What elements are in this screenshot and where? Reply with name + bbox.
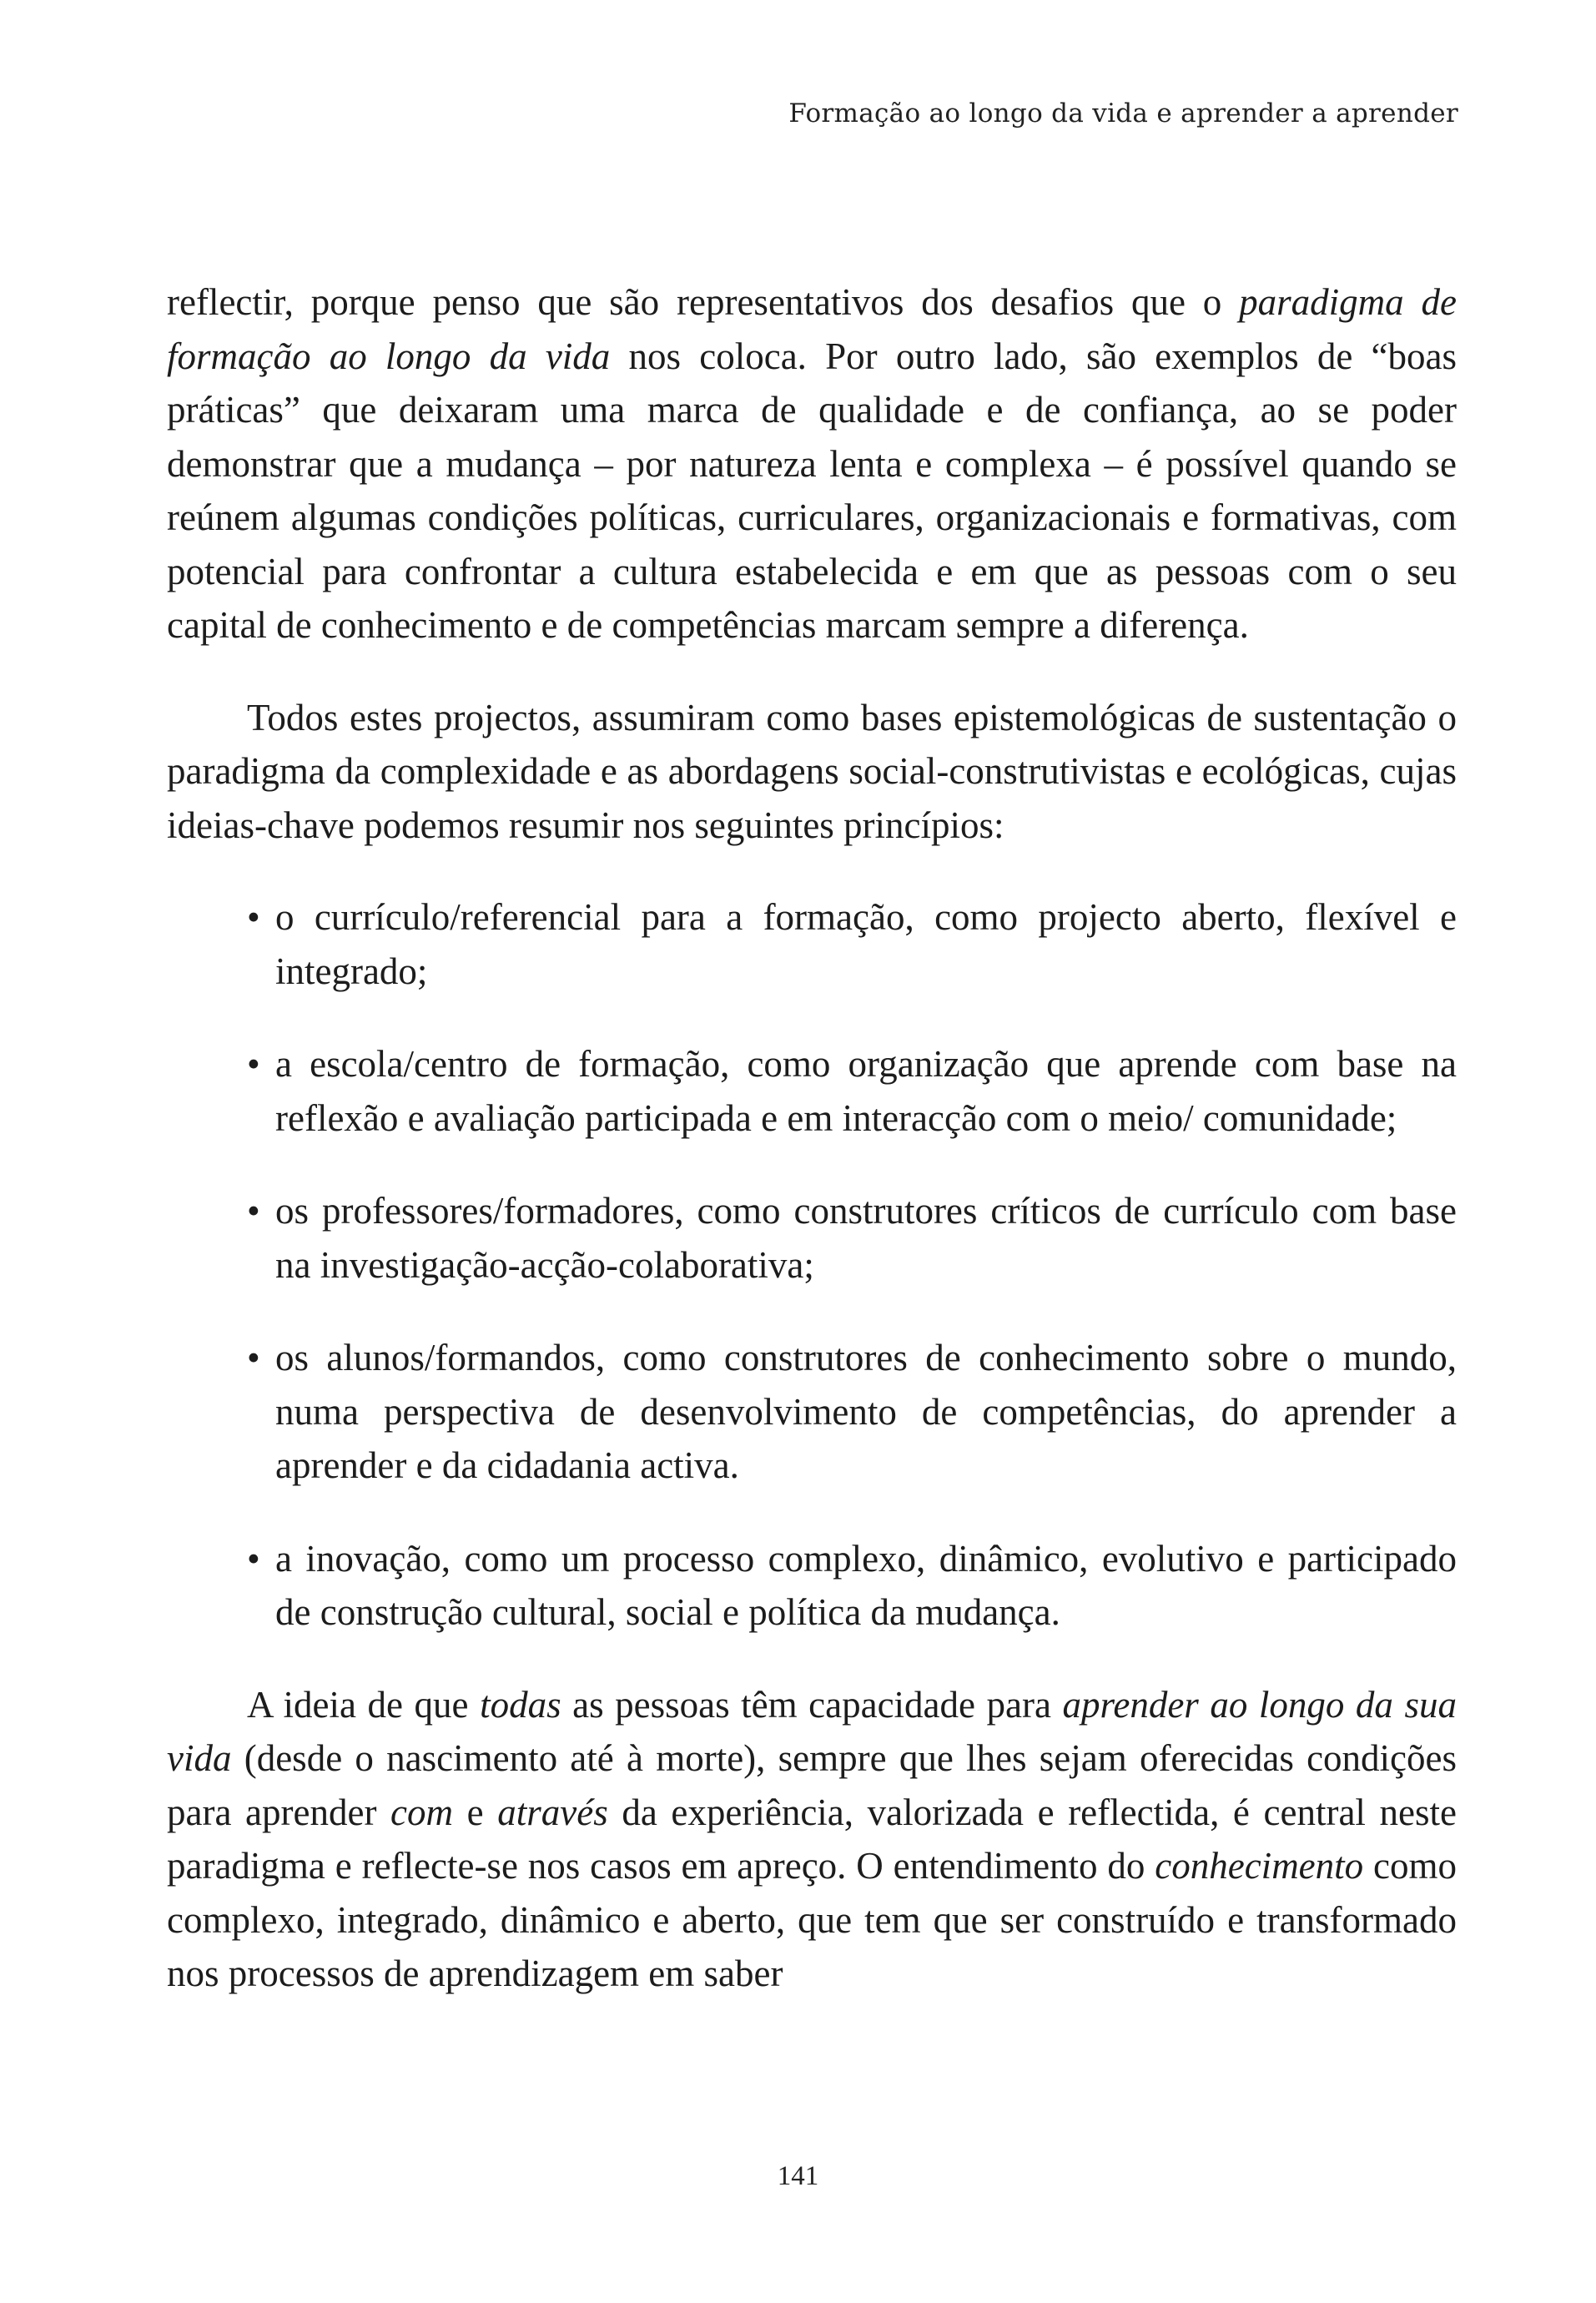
- emphasis-text: aprender ao longo da sua vida: [167, 1683, 1457, 1779]
- paragraph-spacer: [167, 1640, 1457, 1678]
- running-header: Formação ao longo da vida e aprender a aprender: [788, 98, 1458, 129]
- principles-list: [167, 890, 1457, 1640]
- bullet-icon: •: [247, 1190, 260, 1232]
- list-item: [167, 1331, 1457, 1493]
- list-item-text: a inovação, como um processo complexo, dinâmico, evolutivo e participado de construção cultural, social e política da mudança.: [275, 1537, 1457, 1633]
- paragraph-principles-intro: Todos estes projectos, assumiram como bases epistemológicas de sustentação o paradigma da complexidade e as abordagens social-construtivistas e ecológicas, cujas ideias-chave podemos resumir nos seguintes princípios:: [167, 696, 1457, 846]
- list-item: [167, 1037, 1457, 1145]
- paragraph-text: reflectir, porque penso que são representativos dos desafios que o: [167, 281, 1240, 323]
- list-item-text: o currículo/referencial para a formação, como projecto aberto, flexível e integrado;: [275, 896, 1457, 992]
- paragraph-text: e: [453, 1791, 498, 1833]
- bullet-icon: •: [247, 896, 260, 938]
- bullet-icon: •: [247, 1537, 260, 1580]
- paragraph-spacer: [167, 653, 1457, 691]
- paragraph-lifelong-learning: [167, 1678, 1457, 2001]
- paragraph-spacer: [167, 852, 1457, 890]
- list-item: [167, 1532, 1457, 1640]
- paragraph-text: as pessoas têm capacidade para: [561, 1683, 1063, 1726]
- emphasis-text: paradigma de formação ao longo da vida: [167, 281, 1457, 377]
- paragraph-continuation: [167, 275, 1457, 653]
- list-item-text: os alunos/formandos, como construtores de conhecimento sobre o mundo, numa perspectiva de desenvolvimento de competências, do aprender a aprender e da cidadania activa.: [275, 1337, 1457, 1486]
- emphasis-text: conhecimento: [1155, 1845, 1364, 1887]
- list-item-text: os professores/formadores, como construtores críticos de currículo com base na investigação-acção-colaborativa;: [275, 1190, 1457, 1286]
- emphasis-text: através: [497, 1791, 608, 1833]
- list-item-text: a escola/centro de formação, como organização que aprende com base na reflexão e avaliação participada e em interacção com o meio/ comunidade;: [275, 1043, 1457, 1139]
- paragraph-text: como complexo, integrado, dinâmico e aberto, que tem que ser construído e transformado nos processos de aprendizagem em saber: [167, 1845, 1457, 1994]
- paragraph-text: da experiência, valorizada e reflectida, é central neste paradigma e reflecte-se nos casos em apreço. O entendimento do: [167, 1791, 1457, 1887]
- paragraph-text: A ideia de que: [247, 1683, 481, 1726]
- bullet-icon: •: [247, 1043, 260, 1085]
- paragraph-text: nos coloca. Por outro lado, são exemplos de “boas práticas” que deixaram uma marca de qualidade e de confiança, ao se poder demonstrar que a mudança – por natureza lenta e complexa – é possível quando se reúnem algumas condições políticas, curriculares, organizacionais e formativas, com potencial para confrontar a cultura estabelecida e em que as pessoas com o seu capital de conhecimento e de competências marcam sempre a diferença.: [167, 335, 1457, 646]
- bullet-icon: •: [247, 1337, 260, 1378]
- page-number: 141: [777, 2161, 819, 2191]
- paragraph-text: (desde o nascimento até à morte), sempre que lhes sejam oferecidas condições para aprender: [167, 1737, 1457, 1833]
- list-item: [167, 890, 1457, 998]
- body-text: [167, 275, 1457, 2001]
- emphasis-text: com: [390, 1791, 454, 1833]
- list-item: [167, 1184, 1457, 1292]
- emphasis-text: todas: [480, 1683, 561, 1726]
